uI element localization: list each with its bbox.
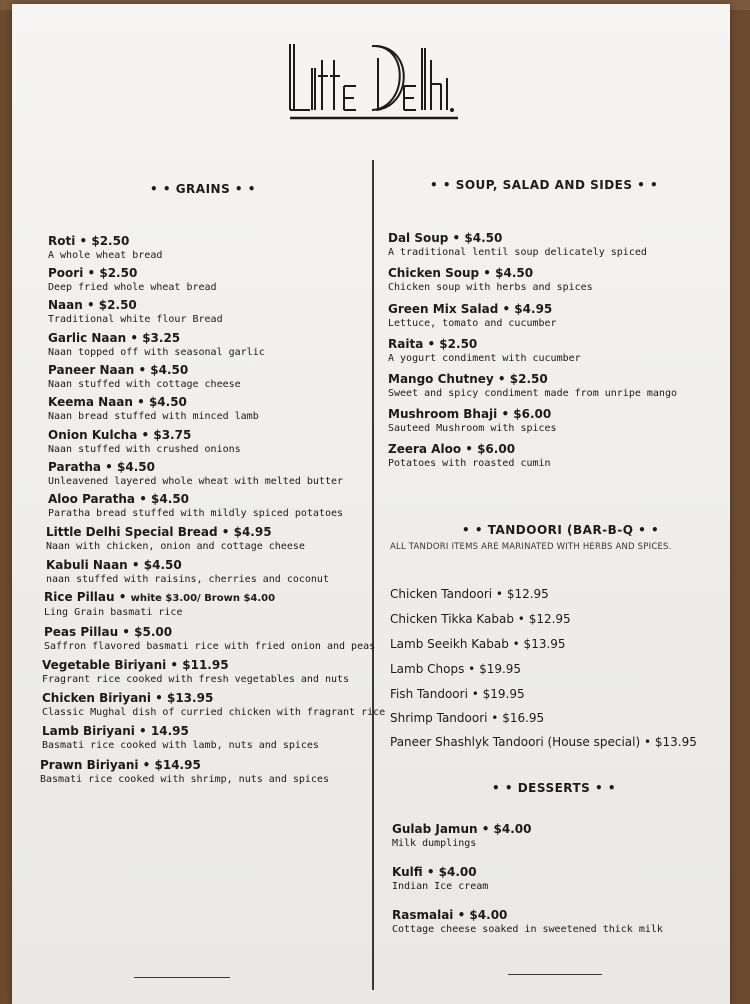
item-name: Mushroom Bhaji • $6.00 [388,407,552,421]
list-item [48,298,223,326]
footer-rule-left [134,977,230,978]
list-item [392,908,663,936]
item-name: Rasmalai • $4.00 [392,908,508,922]
section-title-soup-salad-sides: • • SOUP, SALAD AND SIDES • • [430,178,659,192]
list-item [46,558,329,586]
item-description: Naan stuffed with crushed onions [48,444,241,455]
item-description: Potatoes with roasted cumin [388,458,551,469]
list-item [388,407,557,435]
item-name: Dal Soup • $4.50 [388,231,503,245]
list-item: Fish Tandoori • $19.95 [390,687,525,701]
item-name: Prawn Biriyani • $14.95 [40,758,201,772]
item-description: A yogurt condiment with cucumber [388,353,581,364]
item-name: Lamb Biriyani • 14.95 [42,724,189,738]
item-name: Mango Chutney • $2.50 [388,372,548,386]
item-description: Naan with chicken, onion and cottage cheese [46,541,305,552]
list-item [48,428,241,456]
item-description: Basmati rice cooked with shrimp, nuts and spices [40,774,329,785]
item-description: Sweet and spicy condiment made from unripe mango [388,388,677,399]
item-name: Garlic Naan • $3.25 [48,331,181,345]
item-name: Paneer Naan • $4.50 [48,363,189,377]
item-name: Green Mix Salad • $4.95 [388,302,553,316]
item-description: Naan topped off with seasonal garlic [48,347,265,358]
restaurant-logo [280,38,460,124]
item-description: Deep fried whole wheat bread [48,282,217,293]
list-item: Chicken Tandoori • $12.95 [390,587,549,601]
list-item [48,331,265,359]
item-name: Peas Pillau • $5.00 [44,625,173,639]
item-name: Aloo Paratha • $4.50 [48,492,190,506]
list-item [48,460,343,488]
list-item [48,266,217,294]
item-description: Traditional white flour Bread [48,314,223,325]
list-item: Shrimp Tandoori • $16.95 [390,711,545,725]
item-description: Milk dumplings [392,838,477,849]
item-name: Paratha • $4.50 [48,460,155,474]
list-item [388,231,647,259]
item-description: Basmati rice cooked with lamb, nuts and spices [42,740,319,751]
item-name: Onion Kulcha • $3.75 [48,428,192,442]
section-title-tandoori: • • TANDOORI (BAR-B-Q • • [462,523,660,537]
list-item [388,302,557,330]
item-description: Chicken soup with herbs and spices [388,282,593,293]
item-name: Kulfi • $4.00 [392,865,477,879]
list-item [44,590,275,619]
list-item [42,658,349,686]
item-name-text: Rice Pillau • [44,590,127,604]
item-name: Naan • $2.50 [48,298,137,312]
item-name: Roti • $2.50 [48,234,130,248]
list-item [388,442,551,470]
column-divider [372,160,374,990]
item-name: Vegetable Biriyani • $11.95 [42,658,229,672]
list-item [40,758,329,786]
item-description: Naan bread stuffed with minced lamb [48,411,259,422]
list-item [42,691,385,719]
list-item [48,395,259,423]
item-description: Saffron flavored basmati rice with fried onion and peas [44,641,376,652]
list-item [44,625,375,653]
item-name: Raita • $2.50 [388,337,478,351]
item-description: Sauteed Mushroom with spices [388,423,557,434]
item-name: Poori • $2.50 [48,266,138,280]
item-description: Unleavened layered whole wheat with melted butter [48,476,344,487]
item-name: Chicken Biriyani • $13.95 [42,691,214,705]
item-name: Kabuli Naan • $4.50 [46,558,182,572]
section-title-grains: • • GRAINS • • [150,182,256,196]
item-name [44,590,275,606]
list-item [48,492,343,520]
item-name: Chicken Soup • $4.50 [388,266,534,280]
item-description: Classic Mughal dish of curried chicken with fragrant rice [42,707,386,718]
item-description: Naan stuffed with cottage cheese [48,379,241,390]
item-description: A whole wheat bread [48,250,163,261]
item-price-variants: white $3.00/ Brown $4.00 [130,593,276,604]
footer-rule-right [508,974,602,975]
list-item [42,724,319,752]
item-name: Gulab Jamun • $4.00 [392,822,532,836]
list-item [388,372,677,400]
item-description: Lettuce, tomato and cucumber [388,318,557,329]
list-item: Lamb Chops • $19.95 [390,662,522,676]
item-description: Indian Ice cream [392,881,489,892]
item-name: Little Delhi Special Bread • $4.95 [46,525,272,539]
item-description: A traditional lentil soup delicately spiced [388,247,647,258]
list-item [388,337,581,365]
list-item [46,525,305,553]
list-item [392,822,532,850]
item-description: naan stuffed with raisins, cherries and coconut [46,574,329,585]
list-item: Lamb Seeikh Kabab • $13.95 [390,637,566,651]
list-item [388,266,593,294]
item-description: Cottage cheese soaked in sweetened thick milk [392,924,663,935]
list-item [48,234,162,262]
item-name: Keema Naan • $4.50 [48,395,187,409]
list-item [392,865,488,893]
item-name: Zeera Aloo • $6.00 [388,442,516,456]
list-item [48,363,241,391]
list-item: Paneer Shashlyk Tandoori (House special) • $13.95 [390,735,697,749]
item-description: Ling Grain basmati rice [44,607,183,618]
item-description: Fragrant rice cooked with fresh vegetables and nuts [42,674,350,685]
item-description: Paratha bread stuffed with mildly spiced potatoes [48,508,344,519]
section-title-desserts: • • DESSERTS • • [492,781,617,795]
tandoori-note: ALL TANDORI ITEMS ARE MARINATED WITH HERBS AND SPICES. [390,542,672,552]
list-item: Chicken Tikka Kabab • $12.95 [390,612,571,626]
